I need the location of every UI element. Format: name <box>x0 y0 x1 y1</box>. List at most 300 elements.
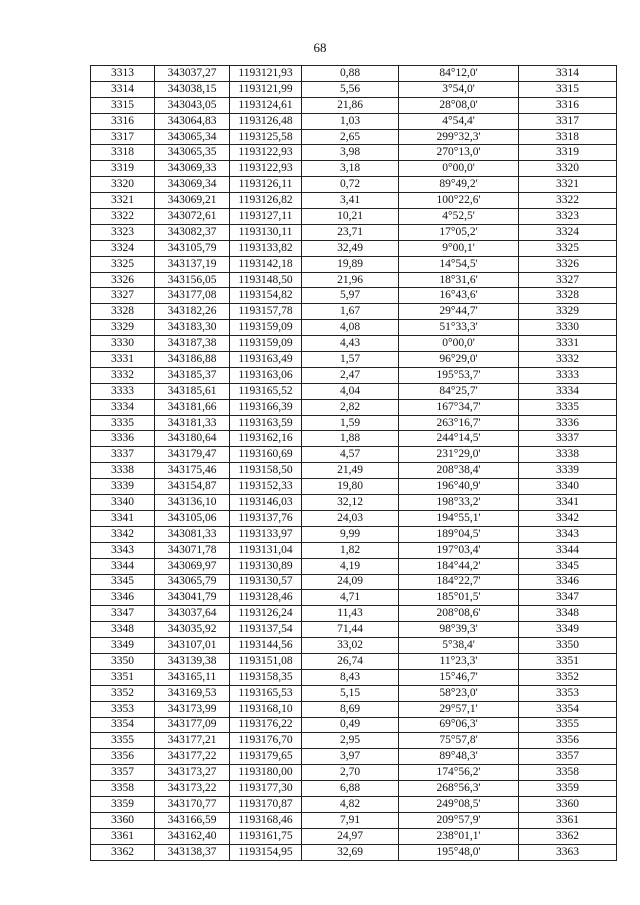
point-number-cell: 3330 <box>91 336 155 352</box>
bearing-cell: 263°16,7' <box>399 415 519 431</box>
x-coordinate-cell: 343187,38 <box>155 336 230 352</box>
table-row <box>91 304 617 320</box>
y-coordinate-cell: 1193176,70 <box>230 733 302 749</box>
bearing-cell: 0°00,0' <box>399 336 519 352</box>
point-number-cell: 3349 <box>91 638 155 654</box>
bearing-cell: 189°04,5' <box>399 526 519 542</box>
point-number-cell: 3338 <box>91 463 155 479</box>
bearing-cell: 197°03,4' <box>399 542 519 558</box>
bearing-cell: 184°22,7' <box>399 574 519 590</box>
bearing-cell: 75°57,8' <box>399 733 519 749</box>
next-point-cell: 3357 <box>519 749 617 765</box>
distance-cell: 33,02 <box>302 638 399 654</box>
bearing-cell: 84°12,0' <box>399 66 519 82</box>
next-point-cell: 3352 <box>519 669 617 685</box>
y-coordinate-cell: 1193158,50 <box>230 463 302 479</box>
y-coordinate-cell: 1193126,24 <box>230 606 302 622</box>
distance-cell: 2,47 <box>302 367 399 383</box>
bearing-cell: 194°55,1' <box>399 510 519 526</box>
next-point-cell: 3355 <box>519 717 617 733</box>
x-coordinate-cell: 343065,79 <box>155 574 230 590</box>
point-number-cell: 3353 <box>91 701 155 717</box>
table-row <box>91 733 617 749</box>
distance-cell: 21,49 <box>302 463 399 479</box>
point-number-cell: 3328 <box>91 304 155 320</box>
bearing-cell: 184°44,2' <box>399 558 519 574</box>
y-coordinate-cell: 1193163,06 <box>230 367 302 383</box>
next-point-cell: 3317 <box>519 113 617 129</box>
x-coordinate-cell: 343043,05 <box>155 97 230 113</box>
table-row <box>91 399 617 415</box>
x-coordinate-cell: 343177,08 <box>155 288 230 304</box>
y-coordinate-cell: 1193152,33 <box>230 479 302 495</box>
distance-cell: 1,67 <box>302 304 399 320</box>
point-number-cell: 3326 <box>91 272 155 288</box>
x-coordinate-cell: 343137,19 <box>155 256 230 272</box>
point-number-cell: 3339 <box>91 479 155 495</box>
table-row <box>91 765 617 781</box>
point-number-cell: 3327 <box>91 288 155 304</box>
table-row <box>91 812 617 828</box>
point-number-cell: 3360 <box>91 812 155 828</box>
x-coordinate-cell: 343177,22 <box>155 749 230 765</box>
y-coordinate-cell: 1193179,65 <box>230 749 302 765</box>
y-coordinate-cell: 1193165,52 <box>230 383 302 399</box>
bearing-cell: 89°49,2' <box>399 177 519 193</box>
y-coordinate-cell: 1193158,35 <box>230 669 302 685</box>
y-coordinate-cell: 1193121,93 <box>230 66 302 82</box>
x-coordinate-cell: 343065,34 <box>155 129 230 145</box>
x-coordinate-cell: 343069,97 <box>155 558 230 574</box>
x-coordinate-cell: 343175,46 <box>155 463 230 479</box>
x-coordinate-cell: 343105,79 <box>155 240 230 256</box>
next-point-cell: 3360 <box>519 796 617 812</box>
table-row <box>91 224 617 240</box>
x-coordinate-cell: 343156,05 <box>155 272 230 288</box>
x-coordinate-cell: 343069,33 <box>155 161 230 177</box>
point-number-cell: 3356 <box>91 749 155 765</box>
table-row <box>91 685 617 701</box>
point-number-cell: 3336 <box>91 431 155 447</box>
point-number-cell: 3341 <box>91 510 155 526</box>
table-row <box>91 240 617 256</box>
table-row <box>91 336 617 352</box>
distance-cell: 0,72 <box>302 177 399 193</box>
point-number-cell: 3317 <box>91 129 155 145</box>
distance-cell: 2,70 <box>302 765 399 781</box>
y-coordinate-cell: 1193177,30 <box>230 781 302 797</box>
x-coordinate-cell: 343181,66 <box>155 399 230 415</box>
point-number-cell: 3343 <box>91 542 155 558</box>
distance-cell: 0,88 <box>302 66 399 82</box>
bearing-cell: 5°38,4' <box>399 638 519 654</box>
next-point-cell: 3351 <box>519 653 617 669</box>
distance-cell: 4,57 <box>302 447 399 463</box>
next-point-cell: 3356 <box>519 733 617 749</box>
distance-cell: 5,15 <box>302 685 399 701</box>
next-point-cell: 3359 <box>519 781 617 797</box>
table-row <box>91 145 617 161</box>
x-coordinate-cell: 343037,64 <box>155 606 230 622</box>
bearing-cell: 15°46,7' <box>399 669 519 685</box>
bearing-cell: 28°08,0' <box>399 97 519 113</box>
next-point-cell: 3320 <box>519 161 617 177</box>
bearing-cell: 174°56,2' <box>399 765 519 781</box>
bearing-cell: 29°44,7' <box>399 304 519 320</box>
distance-cell: 24,03 <box>302 510 399 526</box>
table-row <box>91 749 617 765</box>
next-point-cell: 3322 <box>519 193 617 209</box>
bearing-cell: 69°06,3' <box>399 717 519 733</box>
y-coordinate-cell: 1193126,82 <box>230 193 302 209</box>
bearing-cell: 270°13,0' <box>399 145 519 161</box>
y-coordinate-cell: 1193126,48 <box>230 113 302 129</box>
table-row <box>91 272 617 288</box>
bearing-cell: 16°43,6' <box>399 288 519 304</box>
distance-cell: 5,56 <box>302 81 399 97</box>
bearing-cell: 84°25,7' <box>399 383 519 399</box>
y-coordinate-cell: 1193146,03 <box>230 495 302 511</box>
next-point-cell: 3336 <box>519 415 617 431</box>
x-coordinate-cell: 343177,09 <box>155 717 230 733</box>
y-coordinate-cell: 1193163,49 <box>230 352 302 368</box>
next-point-cell: 3319 <box>519 145 617 161</box>
table-row <box>91 479 617 495</box>
point-number-cell: 3358 <box>91 781 155 797</box>
x-coordinate-cell: 343082,37 <box>155 224 230 240</box>
bearing-cell: 18°31,6' <box>399 272 519 288</box>
x-coordinate-cell: 343179,47 <box>155 447 230 463</box>
table-row <box>91 606 617 622</box>
x-coordinate-cell: 343035,92 <box>155 622 230 638</box>
distance-cell: 5,97 <box>302 288 399 304</box>
point-number-cell: 3355 <box>91 733 155 749</box>
y-coordinate-cell: 1193148,50 <box>230 272 302 288</box>
x-coordinate-cell: 343064,83 <box>155 113 230 129</box>
bearing-cell: 185°01,5' <box>399 590 519 606</box>
x-coordinate-cell: 343081,33 <box>155 526 230 542</box>
coordinates-table <box>90 65 617 861</box>
point-number-cell: 3333 <box>91 383 155 399</box>
y-coordinate-cell: 1193166,39 <box>230 399 302 415</box>
table-row <box>91 66 617 82</box>
x-coordinate-cell: 343182,26 <box>155 304 230 320</box>
table-row <box>91 415 617 431</box>
next-point-cell: 3344 <box>519 542 617 558</box>
distance-cell: 4,04 <box>302 383 399 399</box>
distance-cell: 1,82 <box>302 542 399 558</box>
point-number-cell: 3322 <box>91 209 155 225</box>
next-point-cell: 3354 <box>519 701 617 717</box>
y-coordinate-cell: 1193161,75 <box>230 828 302 844</box>
x-coordinate-cell: 343071,78 <box>155 542 230 558</box>
point-number-cell: 3342 <box>91 526 155 542</box>
next-point-cell: 3340 <box>519 479 617 495</box>
y-coordinate-cell: 1193154,82 <box>230 288 302 304</box>
point-number-cell: 3361 <box>91 828 155 844</box>
bearing-cell: 100°22,6' <box>399 193 519 209</box>
point-number-cell: 3320 <box>91 177 155 193</box>
point-number-cell: 3319 <box>91 161 155 177</box>
y-coordinate-cell: 1193124,61 <box>230 97 302 113</box>
next-point-cell: 3328 <box>519 288 617 304</box>
next-point-cell: 3334 <box>519 383 617 399</box>
x-coordinate-cell: 343136,10 <box>155 495 230 511</box>
y-coordinate-cell: 1193144,56 <box>230 638 302 654</box>
next-point-cell: 3347 <box>519 590 617 606</box>
distance-cell: 6,88 <box>302 781 399 797</box>
point-number-cell: 3362 <box>91 844 155 860</box>
distance-cell: 0,49 <box>302 717 399 733</box>
bearing-cell: 3°54,0' <box>399 81 519 97</box>
table-row <box>91 161 617 177</box>
y-coordinate-cell: 1193160,69 <box>230 447 302 463</box>
distance-cell: 21,96 <box>302 272 399 288</box>
table-row <box>91 288 617 304</box>
next-point-cell: 3349 <box>519 622 617 638</box>
point-number-cell: 3351 <box>91 669 155 685</box>
y-coordinate-cell: 1193137,76 <box>230 510 302 526</box>
point-number-cell: 3313 <box>91 66 155 82</box>
next-point-cell: 3337 <box>519 431 617 447</box>
table-row <box>91 320 617 336</box>
x-coordinate-cell: 343154,87 <box>155 479 230 495</box>
bearing-cell: 208°08,6' <box>399 606 519 622</box>
y-coordinate-cell: 1193130,57 <box>230 574 302 590</box>
x-coordinate-cell: 343173,22 <box>155 781 230 797</box>
point-number-cell: 3352 <box>91 685 155 701</box>
x-coordinate-cell: 343183,30 <box>155 320 230 336</box>
bearing-cell: 89°48,3' <box>399 749 519 765</box>
table-row <box>91 796 617 812</box>
bearing-cell: 238°01,1' <box>399 828 519 844</box>
table-row <box>91 463 617 479</box>
bearing-cell: 268°56,3' <box>399 781 519 797</box>
y-coordinate-cell: 1193122,93 <box>230 161 302 177</box>
point-number-cell: 3314 <box>91 81 155 97</box>
point-number-cell: 3324 <box>91 240 155 256</box>
y-coordinate-cell: 1193159,09 <box>230 336 302 352</box>
point-number-cell: 3332 <box>91 367 155 383</box>
distance-cell: 3,97 <box>302 749 399 765</box>
x-coordinate-cell: 343173,27 <box>155 765 230 781</box>
table-row <box>91 447 617 463</box>
table-row <box>91 828 617 844</box>
bearing-cell: 96°29,0' <box>399 352 519 368</box>
next-point-cell: 3318 <box>519 129 617 145</box>
bearing-cell: 29°57,1' <box>399 701 519 717</box>
point-number-cell: 3347 <box>91 606 155 622</box>
y-coordinate-cell: 1193133,82 <box>230 240 302 256</box>
next-point-cell: 3331 <box>519 336 617 352</box>
distance-cell: 10,21 <box>302 209 399 225</box>
bearing-cell: 9°00,1' <box>399 240 519 256</box>
x-coordinate-cell: 343180,64 <box>155 431 230 447</box>
point-number-cell: 3337 <box>91 447 155 463</box>
x-coordinate-cell: 343173,99 <box>155 701 230 717</box>
distance-cell: 11,43 <box>302 606 399 622</box>
point-number-cell: 3316 <box>91 113 155 129</box>
y-coordinate-cell: 1193170,87 <box>230 796 302 812</box>
point-number-cell: 3334 <box>91 399 155 415</box>
next-point-cell: 3362 <box>519 828 617 844</box>
x-coordinate-cell: 343181,33 <box>155 415 230 431</box>
y-coordinate-cell: 1193159,09 <box>230 320 302 336</box>
bearing-cell: 209°57,9' <box>399 812 519 828</box>
distance-cell: 32,49 <box>302 240 399 256</box>
distance-cell: 71,44 <box>302 622 399 638</box>
next-point-cell: 3314 <box>519 66 617 82</box>
bearing-cell: 299°32,3' <box>399 129 519 145</box>
distance-cell: 1,57 <box>302 352 399 368</box>
table-row <box>91 526 617 542</box>
distance-cell: 3,98 <box>302 145 399 161</box>
distance-cell: 2,95 <box>302 733 399 749</box>
y-coordinate-cell: 1193142,18 <box>230 256 302 272</box>
point-number-cell: 3348 <box>91 622 155 638</box>
x-coordinate-cell: 343037,27 <box>155 66 230 82</box>
table-row <box>91 352 617 368</box>
bearing-cell: 4°54,4' <box>399 113 519 129</box>
x-coordinate-cell: 343107,01 <box>155 638 230 654</box>
next-point-cell: 3325 <box>519 240 617 256</box>
y-coordinate-cell: 1193122,93 <box>230 145 302 161</box>
next-point-cell: 3329 <box>519 304 617 320</box>
bearing-cell: 195°53,7' <box>399 367 519 383</box>
bearing-cell: 195°48,0' <box>399 844 519 860</box>
point-number-cell: 3345 <box>91 574 155 590</box>
bearing-cell: 0°00,0' <box>399 161 519 177</box>
distance-cell: 24,97 <box>302 828 399 844</box>
distance-cell: 8,43 <box>302 669 399 685</box>
table-row <box>91 510 617 526</box>
distance-cell: 9,99 <box>302 526 399 542</box>
x-coordinate-cell: 343166,59 <box>155 812 230 828</box>
y-coordinate-cell: 1193127,11 <box>230 209 302 225</box>
table-row <box>91 558 617 574</box>
x-coordinate-cell: 343072,61 <box>155 209 230 225</box>
distance-cell: 32,69 <box>302 844 399 860</box>
point-number-cell: 3315 <box>91 97 155 113</box>
distance-cell: 8,69 <box>302 701 399 717</box>
x-coordinate-cell: 343165,11 <box>155 669 230 685</box>
distance-cell: 4,43 <box>302 336 399 352</box>
point-number-cell: 3354 <box>91 717 155 733</box>
table-row <box>91 638 617 654</box>
point-number-cell: 3325 <box>91 256 155 272</box>
x-coordinate-cell: 343170,77 <box>155 796 230 812</box>
distance-cell: 2,82 <box>302 399 399 415</box>
distance-cell: 4,71 <box>302 590 399 606</box>
next-point-cell: 3341 <box>519 495 617 511</box>
distance-cell: 4,19 <box>302 558 399 574</box>
point-number-cell: 3350 <box>91 653 155 669</box>
x-coordinate-cell: 343065,35 <box>155 145 230 161</box>
next-point-cell: 3315 <box>519 81 617 97</box>
x-coordinate-cell: 343041,79 <box>155 590 230 606</box>
bearing-cell: 208°38,4' <box>399 463 519 479</box>
bearing-cell: 249°08,5' <box>399 796 519 812</box>
table-row <box>91 193 617 209</box>
next-point-cell: 3324 <box>519 224 617 240</box>
y-coordinate-cell: 1193165,53 <box>230 685 302 701</box>
distance-cell: 7,91 <box>302 812 399 828</box>
next-point-cell: 3323 <box>519 209 617 225</box>
table-row <box>91 495 617 511</box>
point-number-cell: 3346 <box>91 590 155 606</box>
distance-cell: 4,08 <box>302 320 399 336</box>
point-number-cell: 3321 <box>91 193 155 209</box>
distance-cell: 32,12 <box>302 495 399 511</box>
point-number-cell: 3323 <box>91 224 155 240</box>
next-point-cell: 3332 <box>519 352 617 368</box>
table-row <box>91 844 617 860</box>
next-point-cell: 3316 <box>519 97 617 113</box>
distance-cell: 3,41 <box>302 193 399 209</box>
y-coordinate-cell: 1193125,58 <box>230 129 302 145</box>
x-coordinate-cell: 343185,37 <box>155 367 230 383</box>
y-coordinate-cell: 1193126,11 <box>230 177 302 193</box>
table-row <box>91 574 617 590</box>
y-coordinate-cell: 1193121,99 <box>230 81 302 97</box>
bearing-cell: 58°23,0' <box>399 685 519 701</box>
distance-cell: 19,80 <box>302 479 399 495</box>
next-point-cell: 3358 <box>519 765 617 781</box>
bearing-cell: 198°33,2' <box>399 495 519 511</box>
x-coordinate-cell: 343069,34 <box>155 177 230 193</box>
distance-cell: 23,71 <box>302 224 399 240</box>
next-point-cell: 3342 <box>519 510 617 526</box>
y-coordinate-cell: 1193176,22 <box>230 717 302 733</box>
next-point-cell: 3350 <box>519 638 617 654</box>
distance-cell: 4,82 <box>302 796 399 812</box>
y-coordinate-cell: 1193163,59 <box>230 415 302 431</box>
x-coordinate-cell: 343185,61 <box>155 383 230 399</box>
next-point-cell: 3345 <box>519 558 617 574</box>
table-row <box>91 622 617 638</box>
distance-cell: 1,03 <box>302 113 399 129</box>
point-number-cell: 3357 <box>91 765 155 781</box>
y-coordinate-cell: 1193137,54 <box>230 622 302 638</box>
table-row <box>91 256 617 272</box>
bearing-cell: 17°05,2' <box>399 224 519 240</box>
y-coordinate-cell: 1193180,00 <box>230 765 302 781</box>
point-number-cell: 3340 <box>91 495 155 511</box>
bearing-cell: 98°39,3' <box>399 622 519 638</box>
bearing-cell: 11°23,3' <box>399 653 519 669</box>
bearing-cell: 231°29,0' <box>399 447 519 463</box>
y-coordinate-cell: 1193157,78 <box>230 304 302 320</box>
point-number-cell: 3359 <box>91 796 155 812</box>
point-number-cell: 3318 <box>91 145 155 161</box>
bearing-cell: 51°33,3' <box>399 320 519 336</box>
next-point-cell: 3326 <box>519 256 617 272</box>
y-coordinate-cell: 1193162,16 <box>230 431 302 447</box>
distance-cell: 2,65 <box>302 129 399 145</box>
x-coordinate-cell: 343038,15 <box>155 81 230 97</box>
y-coordinate-cell: 1193151,08 <box>230 653 302 669</box>
point-number-cell: 3331 <box>91 352 155 368</box>
table-row <box>91 653 617 669</box>
y-coordinate-cell: 1193133,97 <box>230 526 302 542</box>
x-coordinate-cell: 343069,21 <box>155 193 230 209</box>
next-point-cell: 3346 <box>519 574 617 590</box>
next-point-cell: 3333 <box>519 367 617 383</box>
y-coordinate-cell: 1193154,95 <box>230 844 302 860</box>
table-row <box>91 383 617 399</box>
x-coordinate-cell: 343138,37 <box>155 844 230 860</box>
y-coordinate-cell: 1193130,11 <box>230 224 302 240</box>
